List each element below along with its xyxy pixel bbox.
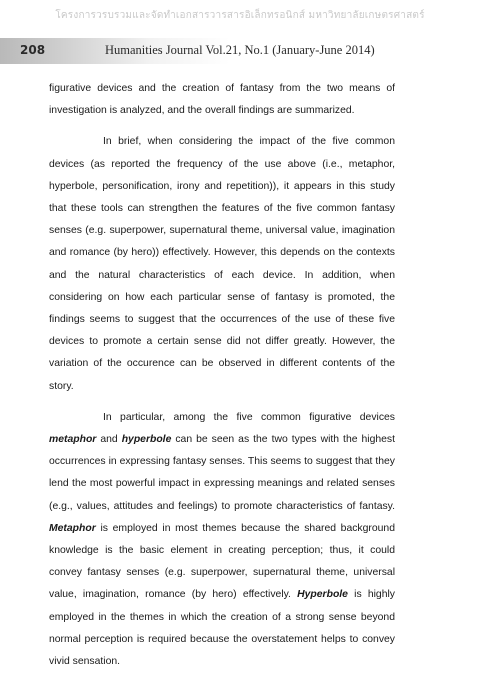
text-segment: is employed in most themes because the shared background knowledge is the basic element in creating perception; thus, it could convey fantasy senses (e.g. superpower, supernatural theme, universal value, imagination, romance (by hero) effectively. — [49, 522, 395, 601]
text-segment: In particular, among the five common figurative devices — [103, 411, 395, 423]
text-segment: figurative devices and the creation of fantasy from the two means of investigation is analyzed, and the overall findings are summarized. — [49, 83, 395, 117]
paragraph — [49, 78, 395, 122]
body-text — [49, 78, 395, 673]
emphasized-term: metaphor — [49, 434, 97, 446]
text-segment: is highly employed in the themes in which the creation of a strong sense beyond normal perception is required because the overstatement helps to convey vivid sensation. — [49, 589, 395, 668]
emphasized-term: Metaphor — [49, 522, 96, 534]
emphasized-term: Hyperbole — [297, 589, 348, 601]
watermark: โครงการวรบรวมและจัดทำเอกสารวารสารอิเล็กทรอนิกส์ มหาวิทยาลัยเกษตรศาสตร์ — [55, 10, 425, 21]
text-segment: In brief, when considering the impact of the five common devices (as reported the frequency of the use above (i.e., metaphor, hyperbole, personification, irony and repetition)), it appears in this study that these tools can strengthen the features of the five common fantasy senses (e.g. superpower, supernatural theme, universal value, imagination and romance (by hero)) effectively. However, this depends on the contexts and the natural characteristics of each device. In addition, when considering on how each particular sense of fantasy is promoted, the findings seems to suggest that the occurrences of the use of these five devices to promote a certain sense did not differ greatly. However, the variation of the occurence can be observed in different contents of the story. — [49, 136, 395, 392]
page-number: 208 — [20, 43, 46, 57]
running-head: Humanities Journal Vol.21, No.1 (January-June 2014) — [105, 43, 375, 57]
text-segment: can be seen as the two types with the highest occurrences in expressing fantasy senses. This seems to suggest that they lend the most powerful impact in expressing meanings and related senses (e.g., values, attitudes and feelings) to promote characteristics of fantasy. — [49, 434, 395, 512]
paragraph — [49, 407, 395, 673]
emphasized-term: hyperbole — [121, 434, 172, 446]
paragraph — [49, 131, 395, 397]
text-segment: and — [96, 434, 122, 446]
